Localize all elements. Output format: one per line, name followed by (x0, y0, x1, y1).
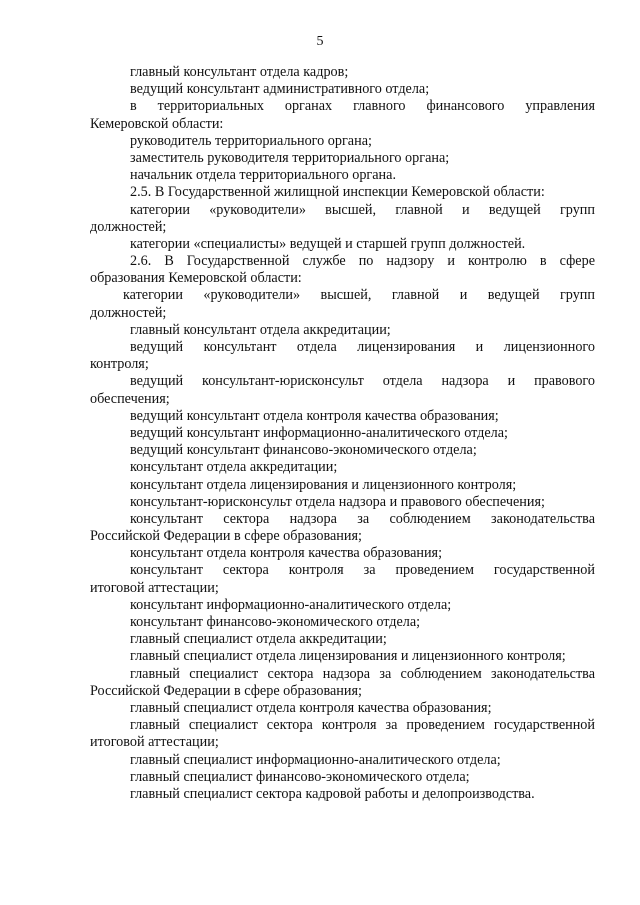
text-line: ведущий консультант отдела контроля качества образования; (130, 407, 499, 424)
section-heading: 2.5. В Государственной жилищной инспекции Кемеровской области: (130, 184, 545, 201)
text-line: главный специалист отдела аккредитации; (130, 631, 387, 648)
text-line: обеспечения; (90, 390, 170, 407)
text-line: начальник отдела территориального органа. (130, 167, 396, 184)
text-line: консультант отдела контроля качества образования; (130, 545, 443, 562)
text-line: консультант-юрисконсульт отдела надзора и правового обеспечения; (130, 493, 545, 510)
text-line: ведущий консультант финансово-экономического отдела; (130, 442, 477, 459)
text-line: главный специалист сектора надзора за соблюдением законодательства (130, 665, 595, 682)
text-line: консультант информационно-аналитического отдела; (130, 596, 452, 613)
text-line: главный специалист сектора контроля за проведением государственной (130, 717, 595, 734)
text-line: Российской Федерации в сфере образования; (90, 682, 362, 699)
text-line: категории «специалисты» ведущей и старшей групп должностей. (130, 235, 526, 252)
text-line: главный специалист сектора кадровой работы и делопроизводства. (130, 785, 535, 802)
text-line: категории «руководители» высшей, главной и ведущей групп (130, 201, 595, 218)
text-line: должностей; (90, 304, 167, 321)
text-line: главный специалист информационно-аналитического отдела; (130, 751, 501, 768)
text-line: в территориальных органах главного финансового управления (130, 98, 595, 115)
text-line: главный специалист финансово-экономического отдела; (130, 768, 470, 785)
text-line: консультант финансово-экономического отдела; (130, 614, 421, 630)
text-line: консультант сектора контроля за проведением государственной (130, 562, 595, 579)
section-heading: 2.6. В Государственной службе по надзору и контролю в сфере (130, 253, 595, 270)
text-line: контроля; (90, 356, 149, 373)
page-number: 5 (316, 34, 324, 49)
text-line: образования Кемеровской области: (90, 270, 302, 287)
text-line: главный специалист отдела лицензирования и лицензионного контроля; (130, 648, 566, 665)
text-line: должностей; (90, 218, 167, 235)
text-line: консультант отдела лицензирования и лицензионного контроля; (130, 476, 517, 493)
text-line: Кемеровской области: (90, 115, 224, 132)
text-line: итоговой аттестации; (90, 734, 219, 751)
text-line: руководитель территориального органа; (130, 132, 372, 149)
text-line: ведущий консультант административного отдела; (130, 81, 430, 98)
text-line: ведущий консультант-юрисконсульт отдела надзора и правового (130, 373, 595, 390)
text-line: главный консультант отдела аккредитации; (130, 321, 391, 338)
text-line: ведущий консультант отдела лицензирования и лицензионного (130, 339, 595, 355)
text-line: заместитель руководителя территориального органа; (130, 149, 450, 166)
document-body (90, 64, 595, 803)
text-line: категории «руководители» высшей, главной и ведущей групп (123, 287, 595, 304)
text-line: Российской Федерации в сфере образования; (90, 528, 362, 545)
text-line: главный специалист отдела контроля качества образования; (130, 699, 492, 716)
text-line: ведущий консультант информационно-аналитического отдела; (130, 424, 508, 441)
text-line: главный консультант отдела кадров; (130, 64, 349, 80)
text-line: итоговой аттестации; (90, 579, 219, 596)
text-line: консультант отдела аккредитации; (130, 459, 338, 476)
text-line: консультант сектора надзора за соблюдением законодательства (130, 510, 595, 527)
